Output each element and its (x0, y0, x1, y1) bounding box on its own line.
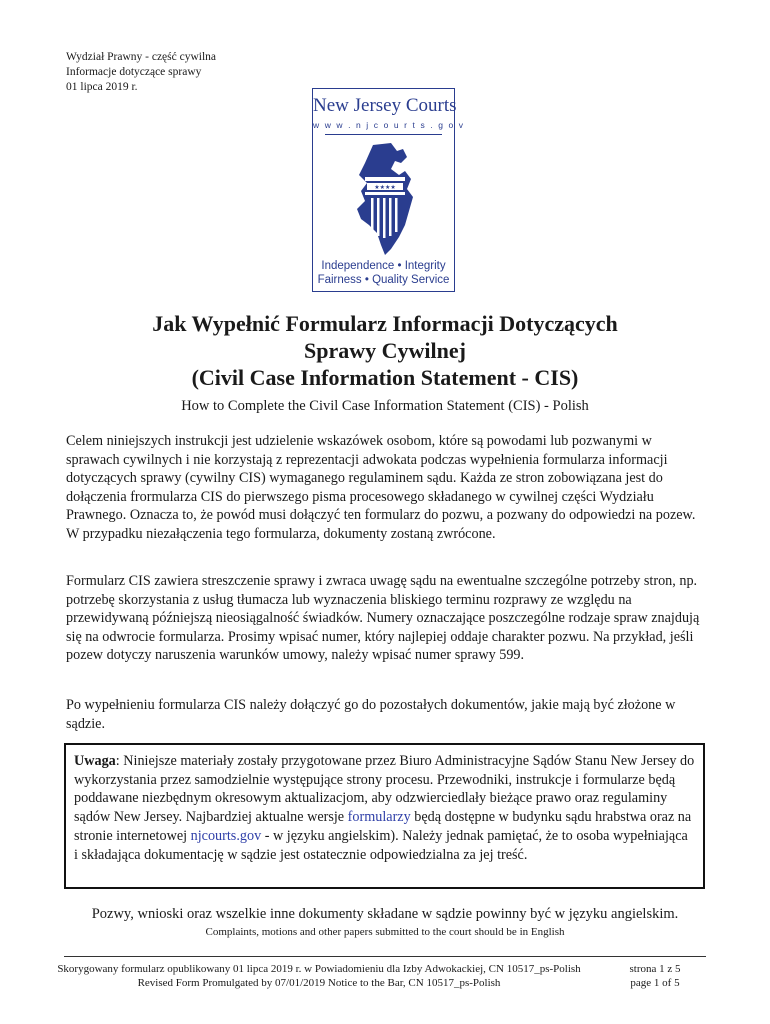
footer-revision (34, 962, 604, 990)
english-requirement-polish: Pozwy, wnioski oraz wszelkie inne dokumenty składane w sądzie powinny być w języku angielskim. (91, 906, 679, 922)
header-subject: Informacje dotyczące sprawy (66, 66, 202, 78)
forms-link[interactable]: formularzy (347, 809, 411, 826)
title-line-1: Jak Wypełnić Formularz Informacji Dotyczących (152, 311, 618, 336)
paragraph-attach: Po wypełnieniu formularza CIS należy dołączyć go do pozostałych dokumentów, jakie mają być złożone w sądzie. (66, 697, 676, 732)
notice-box (64, 743, 705, 889)
notice-text-2: będą dostępne w budynku sądu hrabstwa oraz na stronie internetowej (74, 809, 692, 844)
paragraph-cis-summary: Formularz CIS zawiera streszczenie sprawy i zwraca uwagę sądu na ewentualne szczególne potrzeby stron, np. potrzebę skorzystania z usług tłumacza lub wyznaczenia bliskiego terminu rozprawy ze względu na przewidywaną późniejszą nieosiągalność świadków. Numery oznaczające poszczególne rodzaje spraw znajdują się na odwrocie formularza. Prosimy wpisać numer, który najlepiej oddaje charakter pozwu. Na przykład, jeśli pozew dotyczy naruszenia warunków umowy, należy wpisać numer sprawy 599. (66, 573, 700, 664)
footer-divider (64, 956, 706, 957)
header-department: Wydział Prawny - część cywilna (66, 51, 217, 63)
title-line-2: Sprawy Cywilnej (304, 338, 466, 363)
paragraph-purpose: Celem niniejszych instrukcji jest udzielenie wskazówek osobom, które są powodami lub pozwanymi w sprawach cywilnych i nie korzystają z reprezentacji adwokata podczas wypełnienia formularza informacji dotyczących sprawy (cywilny CIS) wymaganego regulaminem sądu. Każda ze stron zobowiązana jest do dołączenia frormularza CIS do pierwszego pisma procesowego składanego w cywilnej części Wydziału Prawnego. Oznacza to, że powód musi dołączyć ten formularz do pozwu, a pozwany do odpowiedzi na pozew. W przypadku niezałączenia tego formularza, dokumenty zostaną zwrócone. (66, 433, 696, 542)
footer-revision-polish: Skorygowany formularz opublikowany 01 lipca 2019 r. w Powiadomieniu dla Izby Adwokackiej, CN 10517_ps-Polish (57, 963, 581, 975)
logo-motto (313, 259, 454, 287)
footer-revision-english: Revised Form Promulgated by 07/01/2019 Notice to the Bar, CN 10517_ps-Polish (137, 977, 501, 989)
document-subtitle: How to Complete the Civil Case Information Statement (CIS) - Polish (181, 398, 589, 414)
footer-page-number (600, 962, 710, 990)
logo-url: w w w . n j c o u r t s . g o v (313, 120, 465, 130)
header-date: 01 lipca 2019 r. (66, 81, 138, 93)
nj-state-column-icon (351, 141, 417, 257)
logo-divider (325, 134, 442, 135)
document-title (0, 310, 770, 391)
title-line-3: (Civil Case Information Statement - CIS) (191, 365, 579, 390)
document-header (66, 50, 216, 95)
njcourts-link[interactable]: njcourts.gov (190, 827, 262, 844)
notice-label: Uwaga (74, 753, 116, 769)
logo-name: New Jersey Courts (313, 95, 457, 116)
notice-text-1: : Niniejsze materiały zostały przygotowane przez Biuro Administracyjne Sądów Stanu New Jersey do wykorzystania przez samodzielnie występujące strony procesu. Przewodniki, instrukcje i formularze będą poddawane niezbędnym okresowym aktualizacjom, aby odzwierciedlały bieżące prawo oraz regulaminy sądów New Jersey. Najbardziej aktualne wersje (74, 753, 695, 826)
motto-line-1: Independence • Integrity (321, 260, 446, 272)
english-requirement-english: Complaints, motions and other papers submitted to the court should be in English (205, 926, 565, 938)
notice-text-3: - w języku angielskim). Należy jednak pamiętać, że to osoba wypełniająca i składająca dokumentację w sądzie jest ostatecznie odpowiedzialna za jej treść. (74, 827, 688, 863)
page-number-english: page 1 of 5 (630, 977, 680, 989)
motto-line-2: Fairness • Quality Service (317, 274, 450, 286)
svg-text:★★★★: ★★★★ (374, 184, 396, 191)
page-number-polish: strona 1 z 5 (629, 963, 681, 975)
nj-courts-logo (312, 88, 465, 292)
